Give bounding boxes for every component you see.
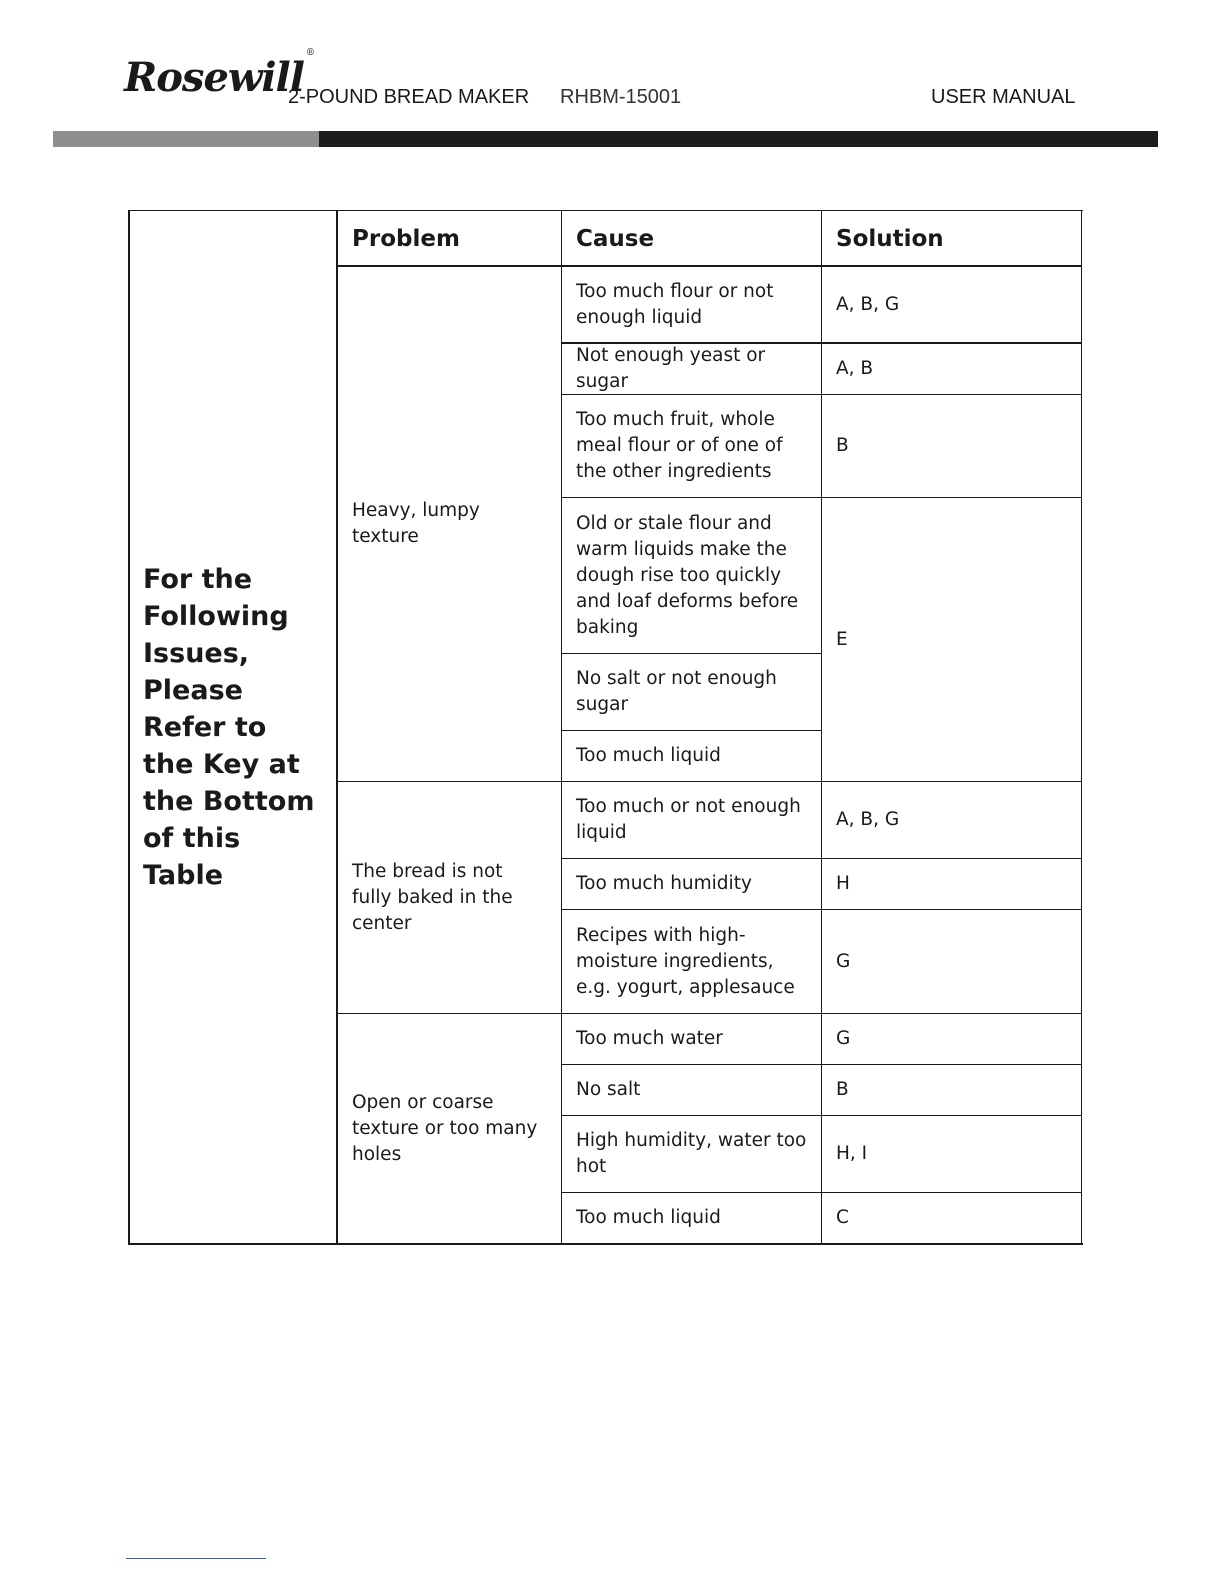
side-label: For the Following Issues, Please Refer to the Key at the Bottom of this Table <box>143 563 315 891</box>
cause-cell: Too much water <box>576 1028 723 1049</box>
row-divider <box>561 1115 1082 1116</box>
problem-cell: Heavy, lumpy texture <box>352 500 480 547</box>
document-type: USER MANUAL <box>931 86 1076 108</box>
row-divider <box>561 909 1082 910</box>
row-divider <box>561 1064 1082 1065</box>
cause-cell: Too much fruit, whole meal flour or of one of the other ingredients <box>576 409 783 482</box>
header-divider-grey <box>53 131 319 147</box>
problem-cell: Open or coarse texture or too many holes <box>352 1091 538 1165</box>
row-divider <box>561 653 822 654</box>
solution-cell: B <box>836 435 849 456</box>
cause-cell: Recipes with high-moisture ingredients, e.g. yogurt, applesauce <box>576 924 795 998</box>
solution-cell: C <box>836 1207 849 1228</box>
table-border-left <box>128 210 130 1245</box>
solution-cell: H, I <box>836 1143 868 1164</box>
row-divider <box>337 1013 1082 1014</box>
cause-cell: Old or stale flour and warm liquids make the dough rise too quickly and loaf deforms before baking <box>576 512 799 638</box>
header-solution: Solution <box>836 225 944 252</box>
solution-cell: A, B <box>836 358 874 379</box>
table-border-top <box>128 210 1083 211</box>
solution-cell: H <box>836 873 850 894</box>
solution-cell: G <box>836 1028 851 1049</box>
column-divider <box>821 210 822 1245</box>
cause-cell: No salt <box>576 1079 641 1100</box>
table-border-bottom <box>128 1243 1083 1245</box>
brand-logo <box>124 47 314 101</box>
row-divider <box>561 394 1082 395</box>
cause-cell: No salt or not enough sugar <box>576 668 777 715</box>
header-divider-dark <box>319 131 1158 147</box>
row-divider <box>561 730 822 731</box>
row-divider <box>337 781 1082 782</box>
column-divider <box>336 210 338 1245</box>
cause-cell: High humidity, water too hot <box>576 1130 807 1177</box>
problem-cell: The bread is not fully baked in the center <box>352 860 513 934</box>
cause-cell: Too much liquid <box>576 1207 721 1228</box>
solution-cell: A, B, G <box>836 294 900 315</box>
solution-cell: A, B, G <box>836 809 900 830</box>
header-cause: Cause <box>576 225 655 252</box>
column-divider <box>561 210 562 1245</box>
registered-mark: ® <box>305 47 314 58</box>
row-divider <box>561 1192 1082 1193</box>
solution-cell: B <box>836 1079 849 1100</box>
row-divider <box>561 342 1082 344</box>
brand-name: Rosewill <box>124 54 304 101</box>
cause-cell: Too much flour or not enough liquid <box>576 281 774 328</box>
cause-cell: Too much or not enough liquid <box>576 796 801 843</box>
row-divider <box>561 858 1082 859</box>
row-divider <box>561 497 1082 498</box>
product-name: 2-POUND BREAD MAKER <box>288 86 530 108</box>
table-border-right <box>1081 210 1082 1245</box>
solution-cell: G <box>836 950 851 972</box>
row-divider <box>337 265 1082 267</box>
header-problem: Problem <box>352 225 460 252</box>
solution-cell: E <box>836 628 848 650</box>
footer-link-underline <box>126 1558 266 1559</box>
model-number: RHBM-15001 <box>560 86 682 108</box>
cause-cell: Not enough yeast or sugar <box>576 345 766 392</box>
cause-cell: Too much liquid <box>576 745 721 766</box>
cause-cell: Too much humidity <box>576 873 752 894</box>
